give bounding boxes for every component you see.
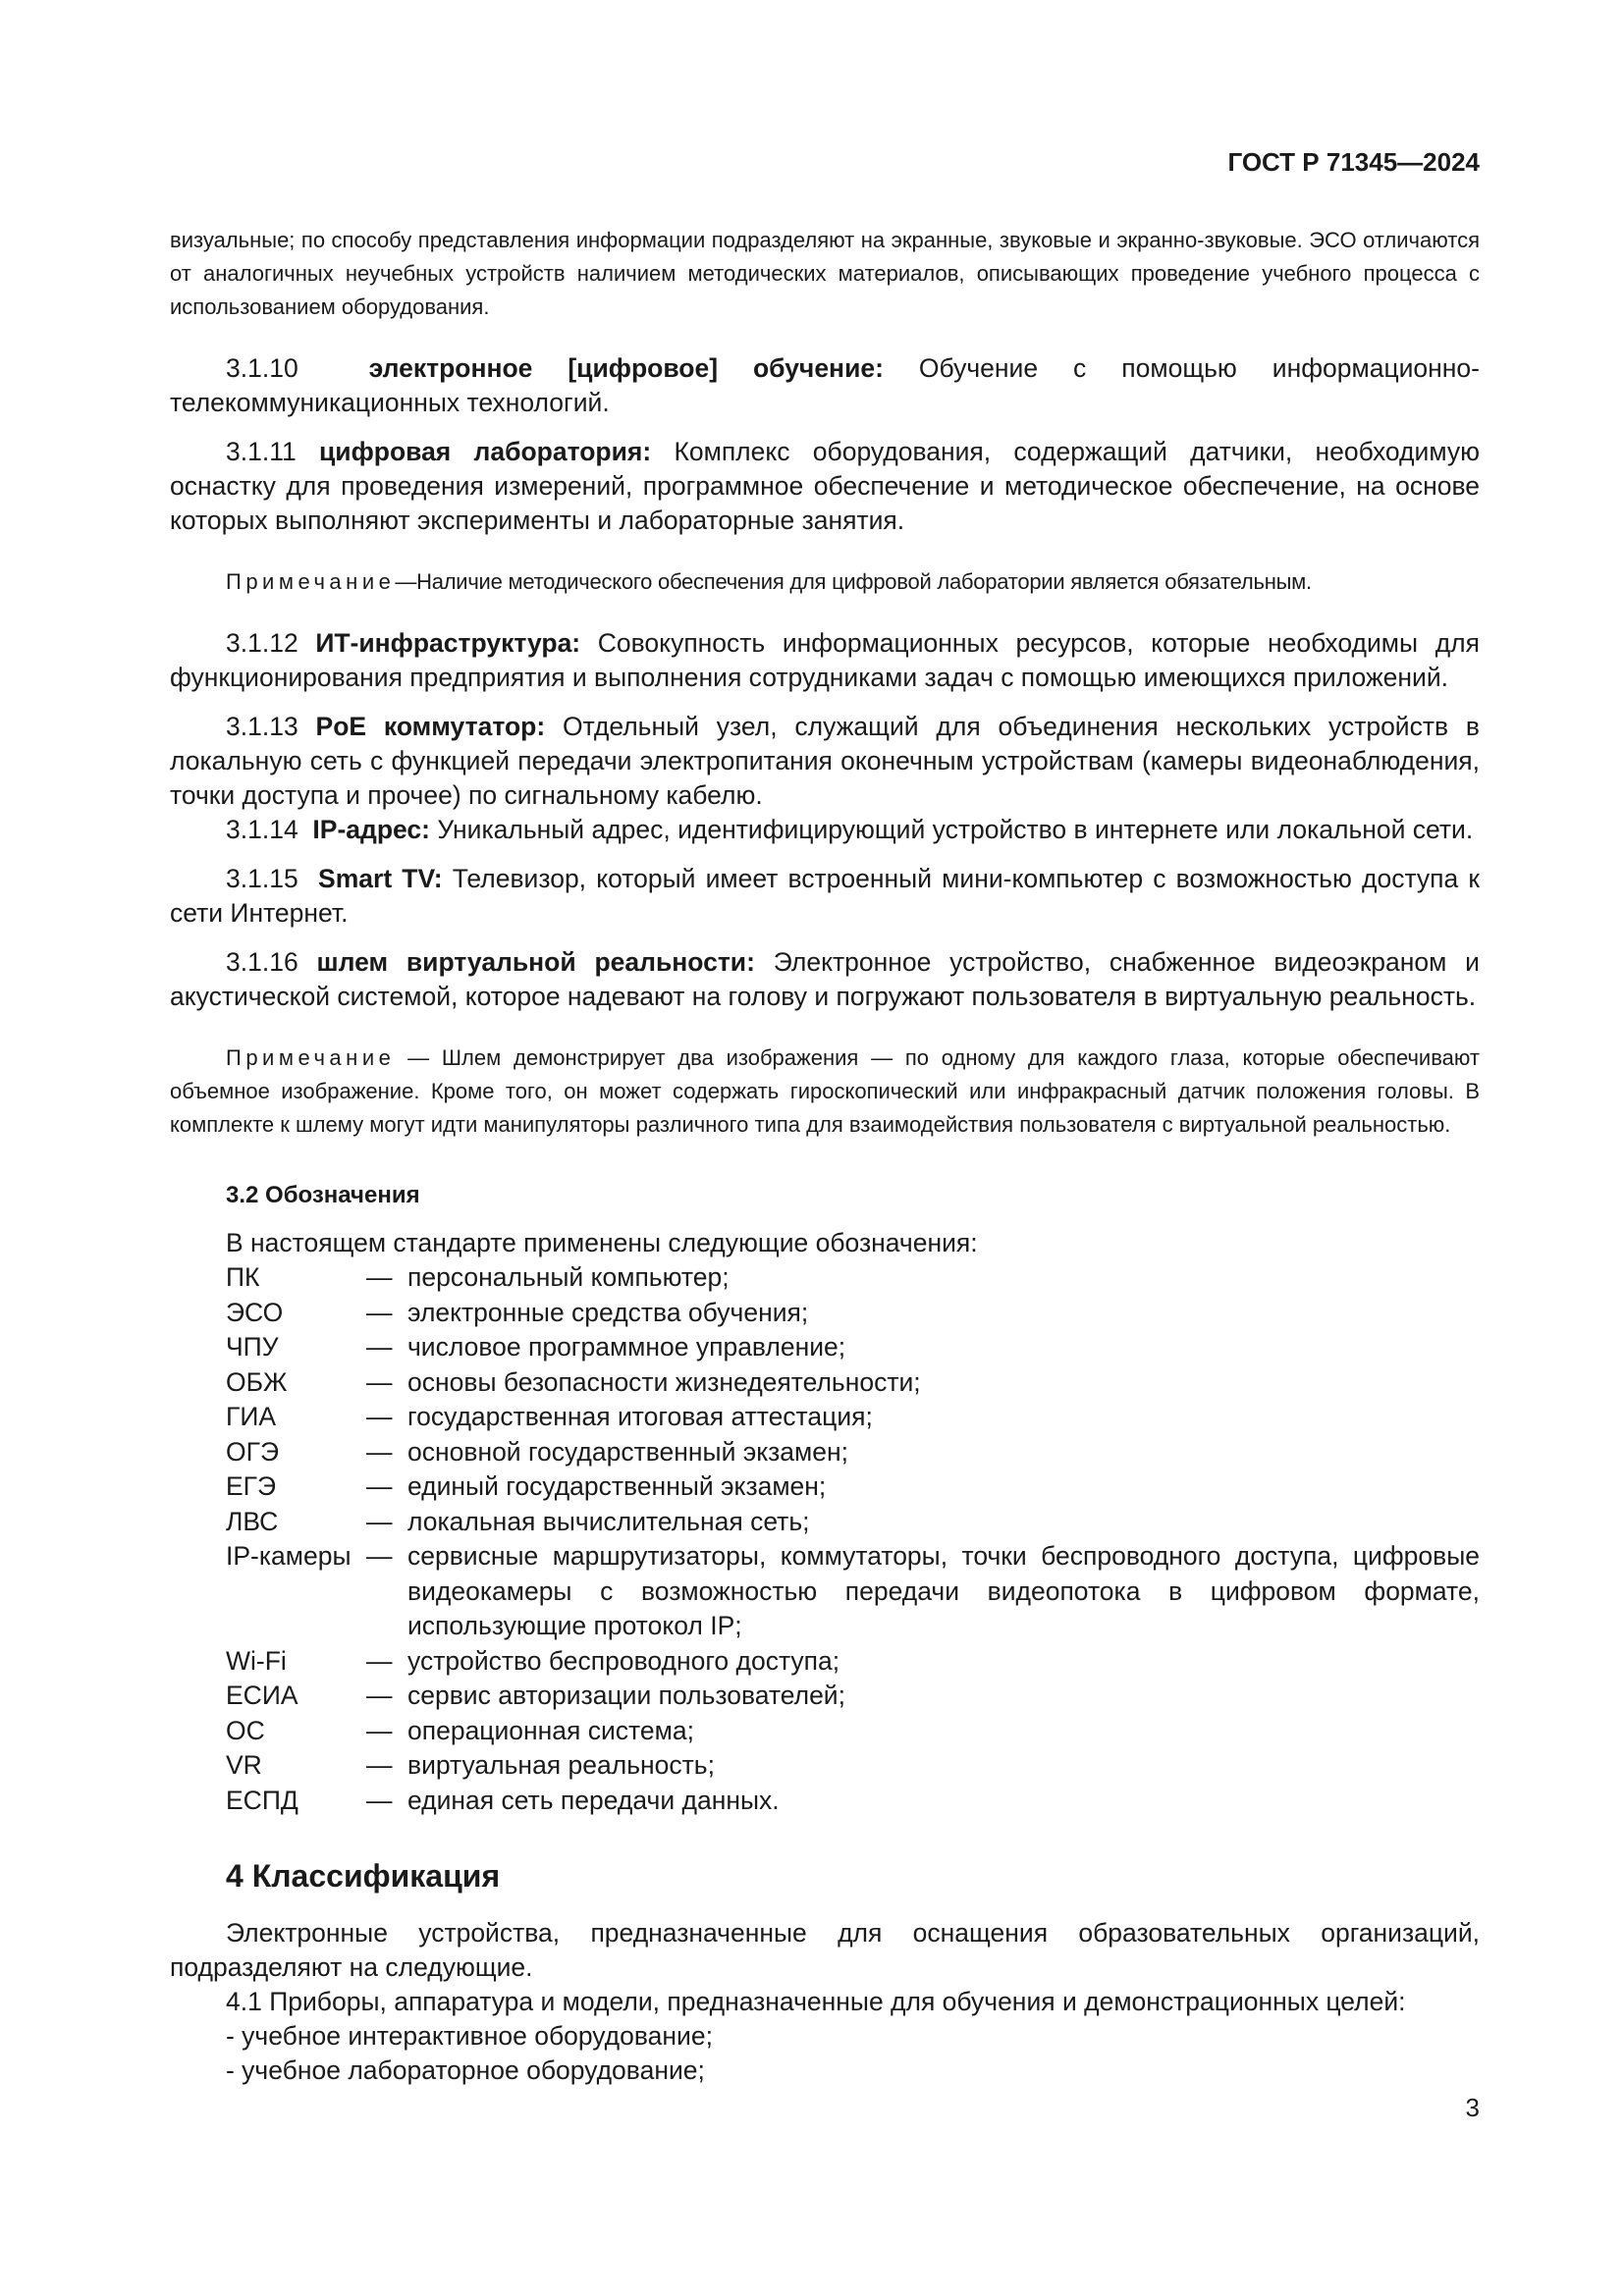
classification-4-1: 4.1 Приборы, аппаратура и модели, предназначенные для обучения и демонстрационных целей: <box>226 1987 1406 2016</box>
note-dash: — <box>395 569 417 594</box>
abbreviation-meaning: виртуальная реальность; <box>407 1750 715 1780</box>
term-3-1-10 <box>170 351 1480 420</box>
abbreviation-meaning: основы безопасности жизнедеятельности; <box>407 1366 921 1397</box>
abbreviation-row <box>170 1400 1480 1435</box>
section-4-heading: 4 Классификация <box>226 1858 501 1894</box>
abbreviation-term: ЕГЭ <box>226 1471 277 1501</box>
abbreviation-dash: — <box>366 1471 393 1501</box>
page-number: 3 <box>1465 2093 1480 2122</box>
abbreviation-dash: — <box>366 1541 393 1571</box>
term-3-1-16 <box>170 945 1480 1014</box>
abbreviation-dash: — <box>366 1262 393 1292</box>
abbreviation-term: ЭСО <box>226 1297 284 1327</box>
abbreviation-row <box>170 1260 1480 1296</box>
abbreviation-meaning: персональный компьютер; <box>407 1262 730 1292</box>
abbreviation-dash: — <box>366 1715 393 1745</box>
note-label: Примечание <box>226 1045 396 1070</box>
abbreviation-dash: — <box>366 1506 393 1536</box>
section-3-2-heading: 3.2 Обозначения <box>226 1182 420 1208</box>
classification-item: - учебное лабораторное оборудование; <box>226 2056 705 2085</box>
abbreviation-meaning: числовое программное управление; <box>407 1332 846 1362</box>
abbreviation-dash: — <box>366 1785 393 1815</box>
term-definition: Обучение с помощью информационно-телекоммуникационных технологий. <box>170 353 1480 417</box>
note-digital-lab <box>170 565 1480 599</box>
abbreviation-row <box>170 1644 1480 1680</box>
abbreviation-term: Wi-Fi <box>226 1645 287 1676</box>
abbreviation-term: ПК <box>226 1262 260 1292</box>
abbreviations-intro: В настоящем стандарте применены следующие обозначения: <box>226 1228 978 1257</box>
note-dash: — <box>395 1045 442 1070</box>
abbreviation-dash: — <box>366 1332 393 1362</box>
abbreviation-meaning: сервис авторизации пользователей; <box>407 1681 845 1710</box>
abbreviation-row <box>170 1784 1480 1819</box>
page-content <box>170 224 1480 2088</box>
term-number: 3.1.16 <box>226 947 298 977</box>
abbreviation-term: ОГЭ <box>226 1436 280 1467</box>
term-3-1-14 <box>170 813 1480 847</box>
abbreviation-dash: — <box>366 1402 393 1431</box>
term-title: IP-адрес: <box>312 815 430 844</box>
abbreviation-term: ЛВС <box>226 1506 279 1536</box>
abbreviation-row <box>170 1296 1480 1331</box>
note-label: Примечание <box>226 569 396 594</box>
term-definition: Совокупность информационных ресурсов, которые необходимы для функционирования предприятия и выполнения сотрудниками задач с помощью имеющихся приложений. <box>170 628 1480 692</box>
abbreviation-term: IP-камеры <box>226 1541 352 1571</box>
abbreviation-row <box>170 1330 1480 1365</box>
abbreviation-term: ГИА <box>226 1402 277 1431</box>
classification-item: - учебное интерактивное оборудование; <box>226 2021 713 2051</box>
abbreviation-row <box>170 1365 1480 1401</box>
abbreviation-row <box>170 1435 1480 1470</box>
term-title: PoE коммутатор: <box>315 712 546 741</box>
term-title: Smart TV: <box>318 864 443 893</box>
term-title: шлем виртуальной реальности: <box>316 947 755 977</box>
term-definition: Уникальный адрес, идентифицирующий устройство в интернете или локальной сети. <box>437 815 1474 844</box>
term-number: 3.1.11 <box>226 437 297 466</box>
term-definition: Комплекс оборудования, содержащий датчики, необходимую оснастку для проведения измерений, программное обеспечение и методическое обеспечение, на основе которых выполняют эксперименты и лабораторные занятия. <box>170 437 1480 535</box>
abbreviation-meaning: единый государственный экзамен; <box>407 1471 827 1501</box>
abbreviation-meaning: операционная система; <box>407 1715 694 1745</box>
term-3-1-11 <box>170 435 1480 538</box>
note-text: Шлем демонстрирует два изображения — по одному для каждого глаза, которые обеспечивают объемное изображение. Кроме того, он может содержать гироскопический или инфракрасный датчик положения головы. В комплекте к шлему могут идти манипуляторы различного типа для взаимодействия пользователя с виртуальной реальностью. <box>170 1045 1480 1137</box>
abbreviation-term: ЕСПД <box>226 1785 298 1815</box>
term-definition: Электронное устройство, снабженное видеоэкраном и акустической системой, которое надевают на голову и погружают пользователя в виртуальную реальность. <box>170 947 1480 1011</box>
abbreviation-dash: — <box>366 1681 393 1710</box>
term-number: 3.1.15 <box>226 864 298 893</box>
term-title: ИТ-инфраструктура: <box>315 628 581 658</box>
term-number: 3.1.14 <box>226 815 298 844</box>
abbreviation-row <box>170 1505 1480 1540</box>
term-number: 3.1.13 <box>226 712 298 741</box>
abbreviation-row <box>170 1469 1480 1505</box>
abbreviation-term: ЧПУ <box>226 1332 279 1362</box>
abbreviation-meaning: основной государственный экзамен; <box>407 1436 848 1467</box>
term-title: электронное [цифровое] обучение: <box>368 353 884 383</box>
abbreviation-dash: — <box>366 1297 393 1327</box>
term-3-1-15 <box>170 862 1480 931</box>
term-title: цифровая лаборатория: <box>318 437 652 466</box>
abbreviation-term: ОС <box>226 1715 265 1745</box>
term-3-1-13 <box>170 710 1480 813</box>
abbreviation-dash: — <box>366 1436 393 1467</box>
abbreviation-term: ОБЖ <box>226 1366 288 1397</box>
abbreviation-meaning: единая сеть передачи данных. <box>407 1785 780 1815</box>
intro-paragraph: визуальные; по способу представления информации подразделяют на экранные, звуковые и экранно-звуковые. ЭСО отличаются от аналогичных неучебных устройств наличием методических материалов, описывающих проведение учебного процесса с использованием оборудования. <box>170 228 1480 319</box>
abbreviation-row <box>170 1539 1480 1644</box>
term-definition: Отдельный узел, служащий для объединения нескольких устройств в локальную сеть с функцией передачи электропитания оконечным устройствам (камеры видеонаблюдения, точки доступа и прочее) по сигнальному кабелю. <box>170 712 1480 810</box>
note-vr-helmet <box>170 1041 1480 1142</box>
term-definition: Телевизор, который имеет встроенный мини-компьютер с возможностью доступа к сети Интернет. <box>170 864 1480 928</box>
abbreviation-row <box>170 1748 1480 1784</box>
classification-intro: Электронные устройства, предназначенные для оснащения образовательных организаций, подразделяют на следующие. <box>170 1918 1480 1982</box>
abbreviation-term: ЕСИА <box>226 1681 298 1710</box>
abbreviation-dash: — <box>366 1645 393 1676</box>
document-number-header: ГОСТ Р 71345—2024 <box>1227 147 1480 177</box>
note-text: Наличие методического обеспечения для цифровой лаборатории является обязательным. <box>416 569 1312 594</box>
abbreviation-meaning: локальная вычислительная сеть; <box>407 1506 810 1536</box>
term-number: 3.1.10 <box>226 353 298 383</box>
term-3-1-12 <box>170 626 1480 695</box>
abbreviations-list <box>170 1260 1480 1818</box>
abbreviation-meaning: электронные средства обучения; <box>407 1297 809 1327</box>
abbreviation-meaning: сервисные маршрутизаторы, коммутаторы, точки беспроводного доступа, цифровые видеокамеры с возможностью передачи видеопотока в цифровом формате, использующие протокол IP; <box>407 1541 1480 1640</box>
abbreviation-meaning: устройство беспроводного доступа; <box>407 1645 840 1676</box>
abbreviation-dash: — <box>366 1750 393 1780</box>
abbreviation-meaning: государственная итоговая аттестация; <box>407 1402 873 1431</box>
abbreviation-term: VR <box>226 1750 262 1780</box>
term-number: 3.1.12 <box>226 628 298 658</box>
abbreviation-row <box>170 1714 1480 1749</box>
abbreviation-dash: — <box>366 1366 393 1397</box>
abbreviation-row <box>170 1679 1480 1714</box>
